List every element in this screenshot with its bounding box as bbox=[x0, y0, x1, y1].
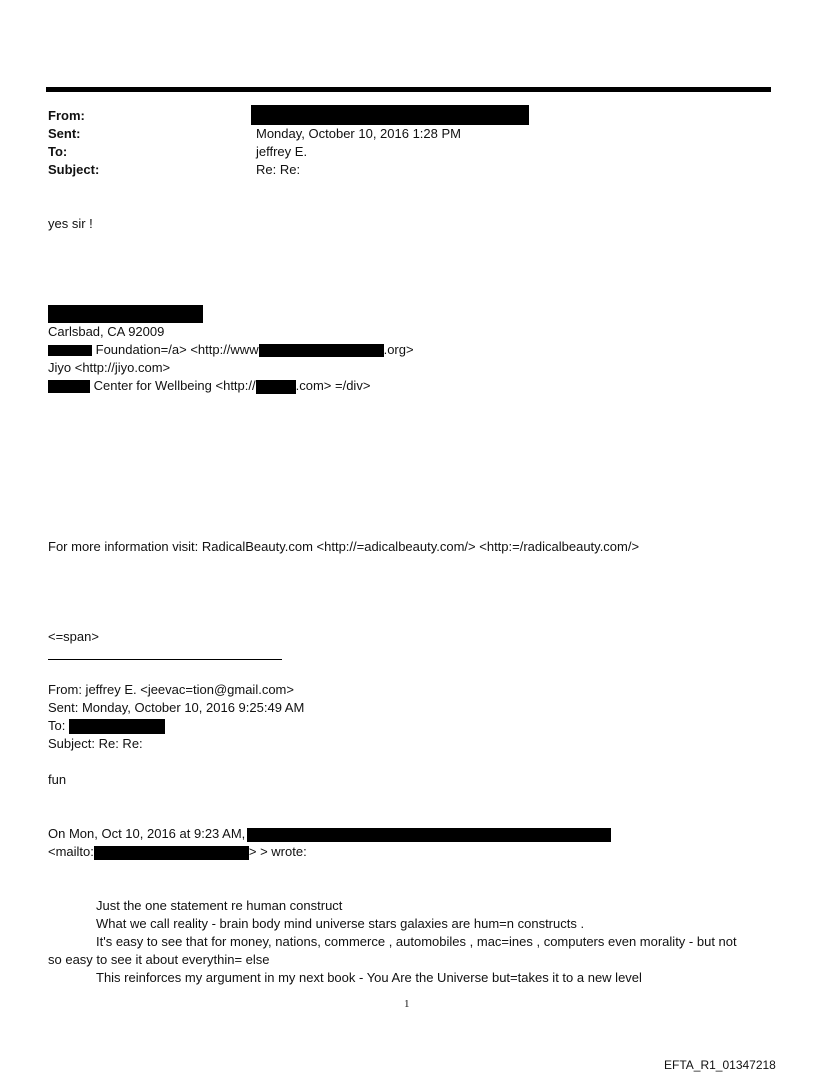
foundation-text-a: Foundation=/a> <http://www bbox=[95, 342, 259, 357]
quoted-sent: Sent: Monday, October 10, 2016 9:25:49 AM bbox=[48, 700, 305, 715]
wellbeing-url-redaction bbox=[256, 380, 296, 394]
signature-wellbeing-line bbox=[48, 377, 370, 395]
sender-redaction bbox=[247, 828, 611, 842]
sent-value: Monday, October 10, 2016 1:28 PM bbox=[256, 126, 461, 141]
reply-text: yes sir ! bbox=[48, 216, 93, 231]
wellbeing-text-b: .com> =/div> bbox=[295, 378, 371, 393]
mailto-redaction bbox=[94, 846, 249, 860]
signature-foundation-line bbox=[48, 341, 414, 359]
wellbeing-text-a: Center for Wellbeing <http:// bbox=[93, 378, 256, 393]
signature-name-redaction bbox=[48, 305, 203, 323]
quoted-line: Just the one statement re human construct bbox=[96, 898, 343, 913]
quoted-body: fun bbox=[48, 772, 67, 787]
page-number: 1 bbox=[404, 998, 410, 1010]
quote-separator bbox=[48, 659, 282, 660]
quoted-to-label: To: bbox=[48, 718, 66, 733]
quoted-line: What we call reality - brain body mind universe stars galaxies are hum=n constructs . bbox=[96, 916, 585, 931]
info-line: For more information visit: RadicalBeauty.com <http://=adicalbeauty.com/> <http:=/radicalbeauty.com/> bbox=[48, 539, 640, 554]
header-rule bbox=[46, 87, 771, 92]
from-redaction bbox=[251, 105, 529, 125]
quoted-from: From: jeffrey E. <jeevac=tion@gmail.com> bbox=[48, 682, 294, 697]
subject-label: Subject: bbox=[48, 162, 100, 177]
mailto-line bbox=[48, 843, 307, 861]
subject-value: Re: Re: bbox=[256, 162, 301, 177]
signature-address: Carlsbad, CA 92009 bbox=[48, 324, 165, 339]
mailto-text-b: > > wrote: bbox=[248, 844, 307, 859]
from-label: From: bbox=[48, 108, 85, 123]
to-value: jeffrey E. bbox=[256, 144, 308, 159]
sent-label: Sent: bbox=[48, 126, 81, 141]
on-date-text: On Mon, Oct 10, 2016 at 9:23 AM, bbox=[48, 826, 246, 841]
foundation-name-redaction bbox=[48, 345, 92, 356]
quoted-to bbox=[48, 717, 165, 735]
span-tag-text: <=span> bbox=[48, 629, 99, 644]
quoted-subject: Subject: Re: Re: bbox=[48, 736, 143, 751]
foundation-url-redaction bbox=[259, 344, 384, 357]
quoted-line: so easy to see it about everythin= else bbox=[48, 952, 270, 967]
foundation-text-b: .org> bbox=[383, 342, 414, 357]
document-id: EFTA_R1_01347218 bbox=[664, 1058, 776, 1072]
on-wrote-line bbox=[48, 825, 611, 843]
quoted-to-redaction bbox=[69, 719, 165, 734]
mailto-text-a: <mailto: bbox=[48, 844, 94, 859]
signature-jiyo-line: Jiyo <http://jiyo.com> bbox=[48, 360, 171, 375]
quoted-line: This reinforces my argument in my next book - You Are the Universe but=takes it to a new level bbox=[96, 970, 642, 985]
wellbeing-name-redaction bbox=[48, 380, 90, 393]
to-label: To: bbox=[48, 144, 68, 159]
quoted-line: It's easy to see that for money, nations, commerce , automobiles , mac=ines , computers even morality - but not bbox=[96, 934, 737, 949]
